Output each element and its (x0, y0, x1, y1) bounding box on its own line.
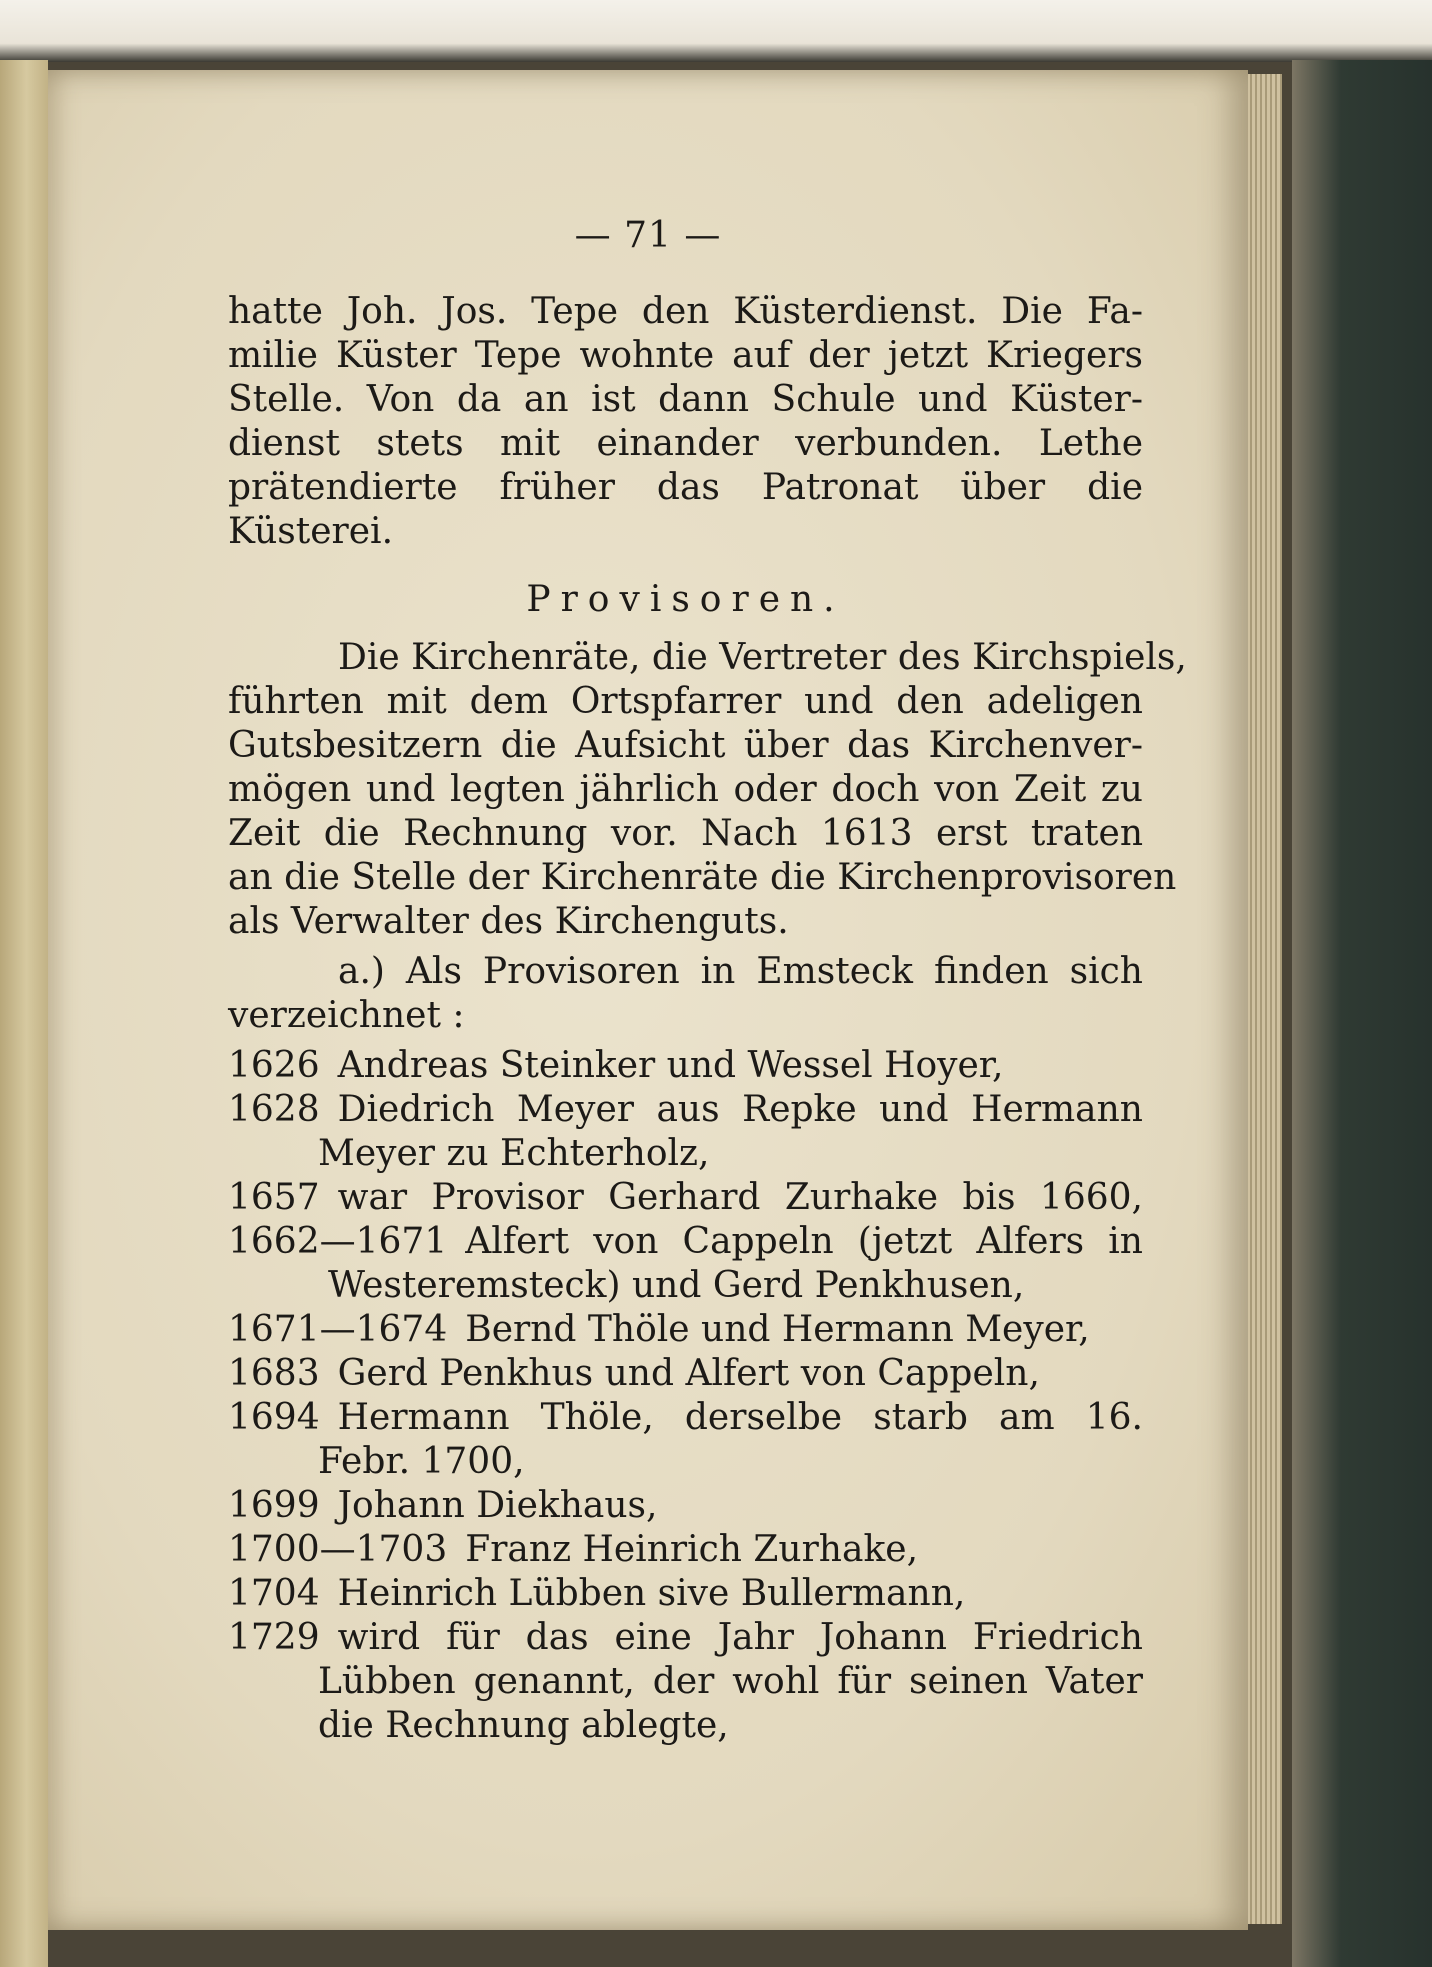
entry-year: 1662—1671 (228, 1221, 448, 1262)
entry-continuation: Meyer zu Echterholz, (318, 1133, 710, 1174)
text-line: Stelle. Von da an ist dann Schule und Küster- (228, 379, 1143, 420)
entry-continuation: Lübben genannt, der wohl für seinen Vater (318, 1661, 1143, 1702)
page-text (228, 290, 1187, 1748)
book-cover-edge (1292, 60, 1432, 1967)
text-line: a.) Als Provisoren in Emsteck finden sich (338, 951, 1143, 992)
text-line: Die Kirchenräte, die Vertreter des Kirchspiels, (338, 637, 1187, 678)
entry-continuation: Febr. 1700, (318, 1441, 525, 1482)
text-line: Küsterei. (228, 511, 394, 552)
list-item (228, 1572, 1143, 1616)
list-item (228, 1484, 1143, 1528)
text-line: hatte Joh. Jos. Tepe den Küsterdienst. Die Fa- (228, 291, 1143, 332)
list-item (228, 1352, 1143, 1396)
list-item (228, 1528, 1143, 1572)
entry-text: Hermann Thöle, derselbe starb am 16. (337, 1397, 1143, 1438)
entry-text: Gerd Penkhus und Alfert von Cappeln, (337, 1353, 1040, 1394)
entry-continuation: Westeremsteck) und Gerd Penkhusen, (328, 1265, 1025, 1306)
list-item (228, 1044, 1143, 1088)
intro-paragraph (228, 290, 1143, 554)
entry-year: 1626 (228, 1045, 320, 1086)
entry-text: Diedrich Meyer aus Repke und Hermann (337, 1089, 1143, 1130)
text-line: mögen und legten jährlich oder doch von Zeit zu (228, 769, 1143, 810)
text-line: prätendierte früher das Patronat über die (228, 467, 1143, 508)
section-a-intro (228, 950, 1143, 1038)
entry-year: 1729 (228, 1617, 320, 1658)
entry-year: 1657 (228, 1177, 320, 1218)
entry-year: 1628 (228, 1089, 320, 1130)
facing-page-edge (0, 60, 48, 1967)
page-number: — 71 — (574, 215, 722, 256)
provisoren-paragraph (228, 636, 1187, 944)
entry-year: 1671—1674 (228, 1309, 448, 1350)
text-line: führten mit dem Ortspfarrer und den adeligen (228, 681, 1143, 722)
entry-year: 1704 (228, 1573, 320, 1614)
entry-text: Alfert von Cappeln (jetzt Alfers in (465, 1221, 1143, 1262)
book-page (48, 70, 1248, 1930)
section-heading: Provisoren. (526, 579, 845, 620)
list-item (228, 1220, 1143, 1264)
entry-text: Bernd Thöle und Hermann Meyer, (465, 1309, 1090, 1350)
text-line: Gutsbesitzern die Aufsicht über das Kirchenver- (228, 725, 1143, 766)
entry-text: Franz Heinrich Zurhake, (465, 1529, 919, 1570)
entry-text: Andreas Steinker und Wessel Hoyer, (337, 1045, 1004, 1086)
entry-year: 1694 (228, 1397, 320, 1438)
scan-top-edge (0, 0, 1432, 62)
text-line: als Verwalter des Kirchenguts. (228, 901, 789, 942)
entry-year: 1699 (228, 1485, 320, 1526)
entry-continuation: die Rechnung ablegte, (318, 1705, 729, 1746)
entry-text: wird für das eine Jahr Johann Friedrich (337, 1617, 1143, 1658)
list-item (228, 1616, 1143, 1660)
text-line: an die Stelle der Kirchenräte die Kirchenprovisoren (228, 857, 1177, 898)
text-line: milie Küster Tepe wohnte auf der jetzt Kriegers (228, 335, 1143, 376)
list-item (228, 1176, 1143, 1220)
text-line: Zeit die Rechnung vor. Nach 1613 erst traten (228, 813, 1143, 854)
list-item (228, 1396, 1143, 1440)
text-line: verzeichnet : (228, 995, 465, 1036)
page-stack-edge (1242, 74, 1282, 1924)
text-line: dienst stets mit einander verbunden. Lethe (228, 423, 1143, 464)
entry-year: 1683 (228, 1353, 320, 1394)
list-item (228, 1088, 1143, 1132)
entry-text: Heinrich Lübben sive Bullermann, (337, 1573, 966, 1614)
entry-text: war Provisor Gerhard Zurhake bis 1660, (337, 1177, 1143, 1218)
entry-text: Johann Diekhaus, (337, 1485, 658, 1526)
entry-year: 1700—1703 (228, 1529, 448, 1570)
list-item (228, 1308, 1143, 1352)
provisor-list (228, 1044, 1143, 1748)
